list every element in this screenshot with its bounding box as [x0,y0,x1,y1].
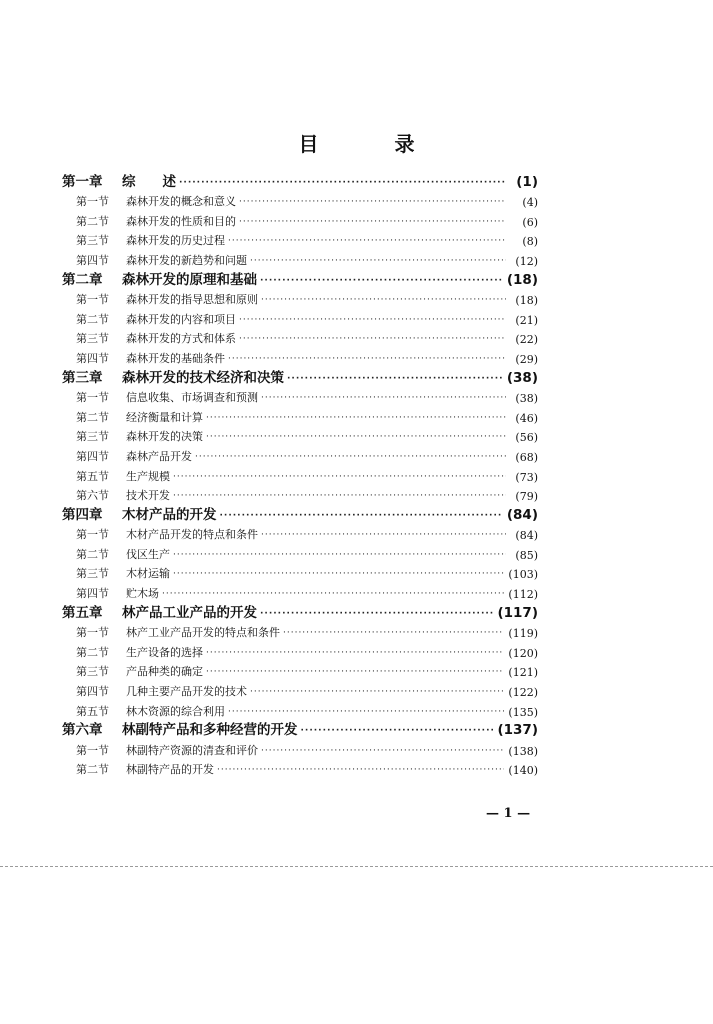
section-title: 生产设备的选择 [126,645,203,659]
dot-leader [228,236,506,246]
section-title: 森林产品开发 [126,449,192,463]
section-title: 林副特产品的开发 [126,763,214,777]
dot-leader [217,765,504,775]
dot-leader [195,452,506,462]
section-title: 森林开发的基础条件 [126,351,225,365]
dot-leader [239,217,506,227]
chapter-page: (137) [497,722,538,739]
chapter-number: 第四章 [62,506,103,523]
chapter-page: (84) [506,506,538,523]
chapter-page: (38) [506,369,538,386]
section-page: (138) [508,744,538,758]
toc-section[interactable] [62,464,538,484]
dot-leader [239,197,506,207]
toc-section[interactable] [62,190,538,210]
section-page: (38) [515,392,538,406]
section-title: 伐区生产 [126,547,170,561]
toc-section[interactable] [62,425,538,445]
toc-section[interactable] [62,484,538,504]
dot-leader [220,511,503,521]
section-number: 第一节 [76,528,109,542]
section-page: (79) [515,490,538,504]
section-page: (103) [508,568,538,582]
toc-chapter[interactable] [62,170,538,190]
section-page: (84) [515,529,538,543]
section-number: 第三节 [76,430,109,444]
section-number: 第一节 [76,293,109,307]
section-number: 第四节 [76,253,109,267]
section-title: 森林开发的方式和体系 [126,332,236,346]
dot-leader [260,276,503,286]
dot-leader [261,746,504,756]
dot-leader [179,178,506,188]
toc-section[interactable] [62,542,538,562]
dot-leader [260,609,493,619]
section-title: 产品种类的确定 [126,665,203,679]
dot-leader [206,432,506,442]
section-title: 森林开发的决策 [126,430,203,444]
toc-section[interactable] [62,405,538,425]
section-title: 森林开发的指导思想和原则 [126,293,258,307]
section-page: (6) [522,215,538,229]
section-title: 信息收集、市场调查和预测 [126,391,258,405]
toc-section[interactable] [62,288,538,308]
section-title: 生产规模 [126,469,170,483]
dot-leader [250,687,504,697]
section-number: 第二节 [76,645,109,659]
section-page: (122) [508,686,538,700]
dot-leader [173,569,504,579]
chapter-title: 森林开发的原理和基础 [122,271,257,288]
toc-section[interactable] [62,346,538,366]
section-page: (140) [508,764,538,778]
section-number: 第一节 [76,391,109,405]
section-number: 第三节 [76,234,109,248]
dot-leader [206,648,504,658]
section-number: 第二节 [76,547,109,561]
section-number: 第一节 [76,195,109,209]
toc-section[interactable] [62,621,538,641]
dot-leader [261,530,506,540]
section-page: (21) [515,313,538,327]
dot-leader [301,726,494,736]
chapter-title: 林产品工业产品的开发 [122,604,257,621]
section-number: 第二节 [76,312,109,326]
section-page: (56) [515,431,538,445]
section-number: 第五节 [76,469,109,483]
page-title: 目 录 [298,132,443,156]
dot-leader [261,295,506,305]
section-number: 第二节 [76,763,109,777]
dot-leader [261,393,506,403]
dot-leader [283,628,504,638]
dot-leader [239,315,506,325]
toc-section[interactable] [62,444,538,464]
chapter-number: 第一章 [62,173,103,190]
dot-leader [173,550,506,560]
dot-leader [206,413,506,423]
toc-chapter[interactable] [62,268,538,288]
toc-section[interactable] [62,640,538,660]
section-title: 森林开发的历史过程 [126,234,225,248]
dot-leader [228,707,504,717]
section-number: 第三节 [76,567,109,581]
section-page: (120) [508,646,538,660]
section-title: 木材产品开发的特点和条件 [126,528,258,542]
section-title: 森林开发的性质和目的 [126,214,236,228]
chapter-title: 木材产品的开发 [122,506,217,523]
table-of-contents [62,170,538,777]
page-number: — 1 — [486,806,531,821]
toc-section[interactable] [62,386,538,406]
section-page: (119) [508,627,538,641]
section-number: 第四节 [76,449,109,463]
section-title: 森林开发的内容和项目 [126,312,236,326]
chapter-number: 第二章 [62,271,103,288]
section-page: (22) [515,333,538,347]
dot-leader [239,334,506,344]
toc-section[interactable] [62,248,538,268]
section-number: 第六节 [76,489,109,503]
chapter-title: 综 述 [122,173,176,190]
section-page: (18) [515,294,538,308]
section-number: 第四节 [76,685,109,699]
section-number: 第五节 [76,704,109,718]
dot-leader [287,374,503,384]
dot-leader [228,354,506,364]
section-title: 技术开发 [126,489,170,503]
toc-section[interactable] [62,660,538,680]
section-page: (121) [508,666,538,680]
toc-section[interactable] [62,327,538,347]
section-page: (46) [515,411,538,425]
section-page: (12) [515,254,538,268]
divider [0,866,713,867]
toc-section[interactable] [62,209,538,229]
toc-chapter[interactable] [62,601,538,621]
toc-chapter[interactable] [62,366,538,386]
section-page: (4) [522,196,538,210]
dot-leader [250,256,506,266]
toc-section[interactable] [62,699,538,719]
section-page: (73) [515,470,538,484]
chapter-page: (1) [516,173,538,190]
section-title: 贮木场 [126,587,159,601]
chapter-number: 第六章 [62,722,103,739]
section-title: 经济衡量和计算 [126,410,203,424]
section-title: 林木资源的综合利用 [126,704,225,718]
section-page: (112) [508,588,538,602]
section-number: 第二节 [76,410,109,424]
toc-chapter[interactable] [62,719,538,739]
toc-chapter[interactable] [62,503,538,523]
section-page: (68) [515,450,538,464]
toc-section[interactable] [62,581,538,601]
section-number: 第四节 [76,587,109,601]
dot-leader [162,589,504,599]
section-title: 森林开发的概念和意义 [126,195,236,209]
toc-section[interactable] [62,738,538,758]
section-title: 木材运输 [126,567,170,581]
section-number: 第三节 [76,332,109,346]
dot-leader [206,667,504,677]
chapter-number: 第三章 [62,369,103,386]
section-page: (85) [515,548,538,562]
chapter-title: 森林开发的技术经济和决策 [122,369,284,386]
section-page: (135) [508,705,538,719]
toc-section[interactable] [62,307,538,327]
toc-section[interactable] [62,229,538,249]
section-number: 第一节 [76,743,109,757]
chapter-title: 林副特产品和多种经营的开发 [122,722,298,739]
section-page: (29) [515,352,538,366]
section-title: 林副特产资源的清查和评价 [126,743,258,757]
chapter-number: 第五章 [62,604,103,621]
toc-section[interactable] [62,758,538,778]
section-number: 第三节 [76,665,109,679]
toc-section[interactable] [62,523,538,543]
toc-section[interactable] [62,562,538,582]
section-title: 林产工业产品开发的特点和条件 [126,626,280,640]
section-title: 森林开发的新趋势和问题 [126,253,247,267]
section-number: 第二节 [76,214,109,228]
chapter-page: (117) [497,604,538,621]
toc-section[interactable] [62,679,538,699]
section-page: (8) [522,235,538,249]
section-title: 几种主要产品开发的技术 [126,685,247,699]
dot-leader [173,491,506,501]
section-number: 第一节 [76,626,109,640]
chapter-page: (18) [506,271,538,288]
dot-leader [173,472,506,482]
section-number: 第四节 [76,351,109,365]
